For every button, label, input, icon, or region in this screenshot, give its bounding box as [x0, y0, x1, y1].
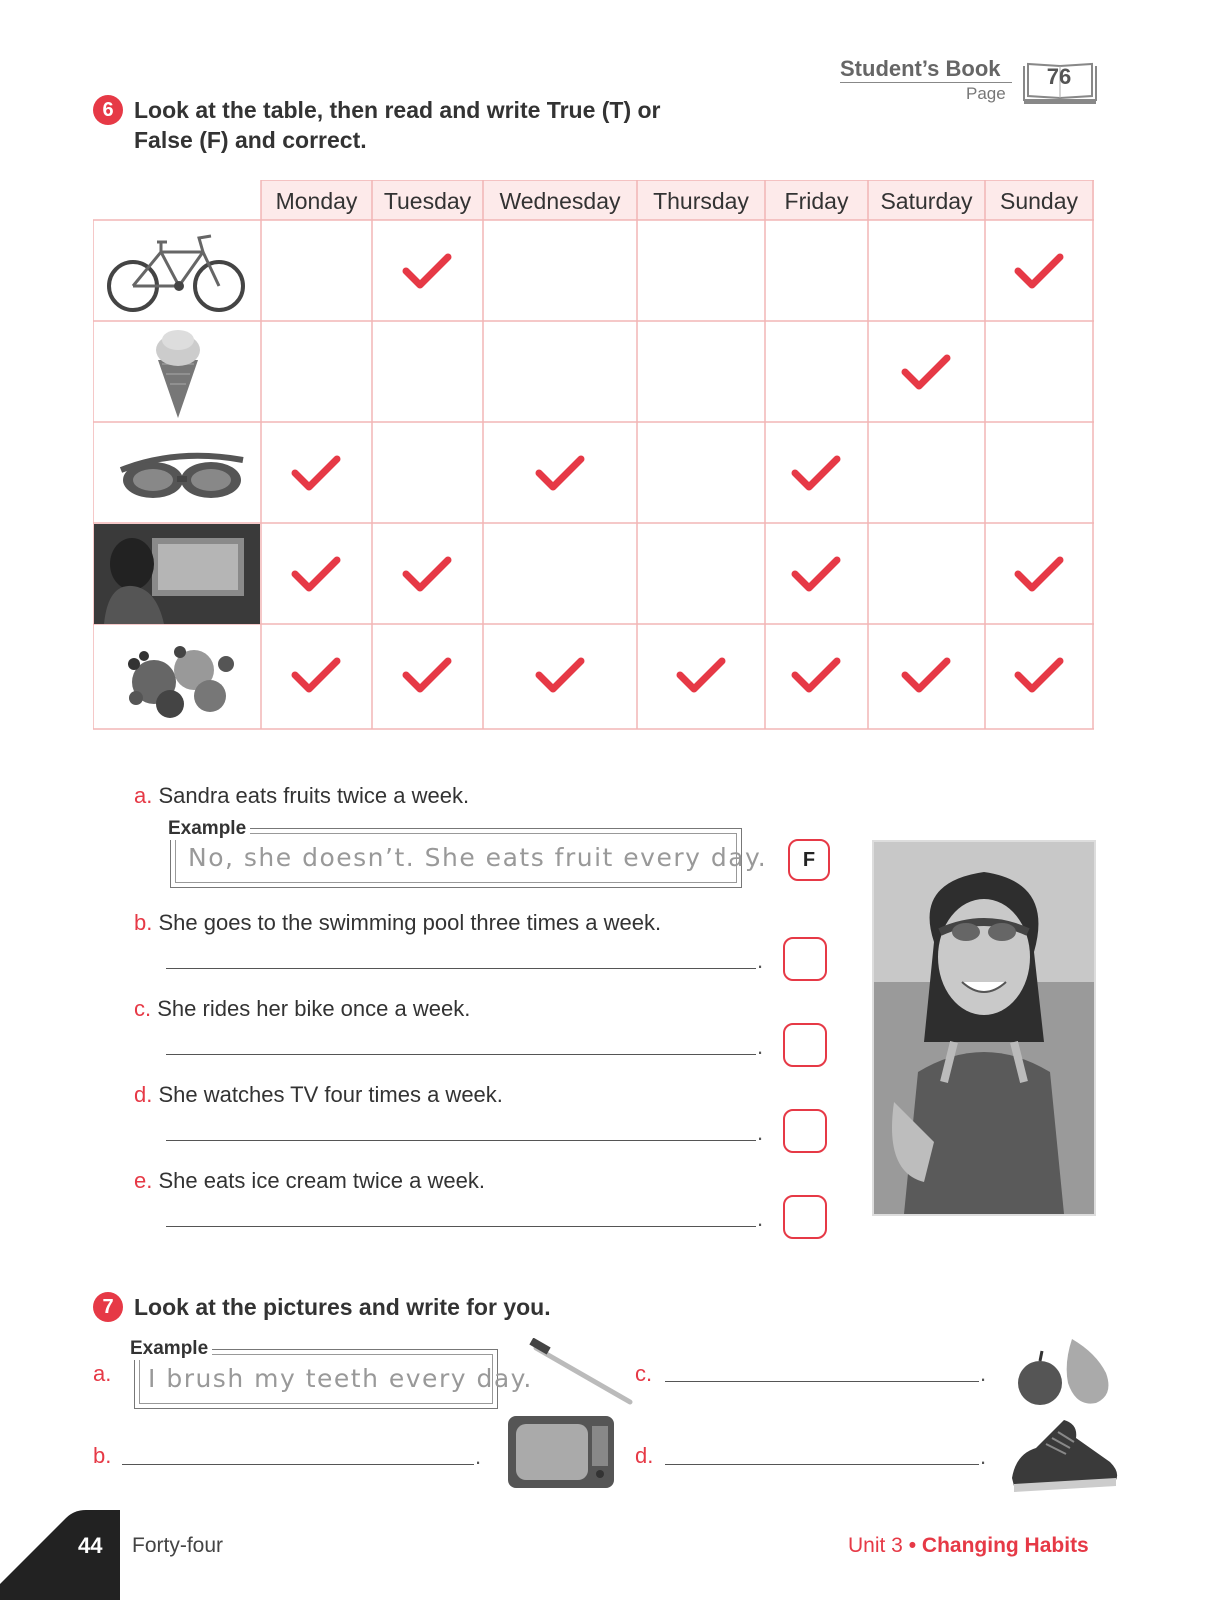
day-tuesday: Tuesday [383, 188, 472, 214]
question-e [134, 1168, 485, 1194]
check-bicycle-tuesday [400, 249, 454, 293]
students-book-page-number: 76 [1046, 64, 1072, 89]
check-fruits-friday [789, 653, 843, 697]
ice-cream-icon [150, 328, 206, 420]
exercise-7-number: 7 [93, 1292, 123, 1322]
check-fruits-tuesday [400, 653, 454, 697]
question-c-text: She rides her bike once a week. [157, 996, 471, 1021]
check-watching-tv-tuesday [400, 552, 454, 596]
question-b-letter: b. [134, 910, 153, 935]
fruits-icon [114, 634, 244, 724]
tf-box-c[interactable] [783, 1023, 827, 1067]
period-7b: . [475, 1444, 482, 1469]
exercise-7-title: Look at the pictures and write for you. [134, 1294, 551, 1320]
television-icon [506, 1414, 616, 1490]
day-sunday: Sunday [999, 188, 1078, 214]
header-rule [840, 82, 1012, 83]
question-a-letter: a. [134, 783, 153, 808]
check-fruits-monday [289, 653, 343, 697]
item-c-letter: c. [635, 1361, 653, 1386]
answer-line-7d[interactable] [665, 1464, 979, 1465]
period-b: . [757, 948, 764, 973]
exercise-6-title-line2: False (F) and correct. [134, 127, 367, 153]
check-swimming-goggles-friday [789, 451, 843, 495]
tf-answer-a: F [802, 849, 816, 871]
period-c: . [757, 1034, 764, 1059]
question-a [134, 783, 469, 809]
example-label-6: Example [168, 818, 250, 840]
check-fruits-thursday [674, 653, 728, 697]
exercise-6-number: 6 [93, 95, 123, 125]
day-friday: Friday [784, 188, 849, 214]
tf-box-b[interactable] [783, 937, 827, 981]
question-a-text: Sandra eats fruits twice a week. [158, 783, 470, 808]
check-swimming-goggles-monday [289, 451, 343, 495]
sneakers-icon [1006, 1414, 1122, 1494]
item-b-letter: b. [93, 1443, 112, 1468]
students-book-label: Student’s Book [840, 56, 1001, 81]
question-e-letter: e. [134, 1168, 153, 1193]
check-watching-tv-friday [789, 552, 843, 596]
answer-line-e[interactable] [166, 1226, 756, 1227]
check-fruits-wednesday [533, 653, 587, 697]
swimming-goggles-icon [117, 448, 247, 504]
question-b [134, 910, 661, 936]
answer-line-c[interactable] [166, 1054, 756, 1055]
answer-line-7c[interactable] [665, 1381, 979, 1382]
footer-page-word: Forty-four [132, 1534, 224, 1557]
question-d [134, 1082, 503, 1108]
example-answer-text-7: I brush my teeth every day. [148, 1364, 533, 1393]
answer-line-7b[interactable] [122, 1464, 474, 1465]
question-c [134, 996, 470, 1022]
question-c-letter: c. [134, 996, 152, 1021]
answer-line-b[interactable] [166, 968, 756, 969]
apple-pear-icon [1016, 1333, 1116, 1409]
check-fruits-sunday [1012, 653, 1066, 697]
check-watching-tv-sunday [1012, 552, 1066, 596]
period-7c: . [980, 1361, 987, 1386]
example-answer-text-6: No, she doesn’t. She eats fruit every day. [188, 843, 768, 872]
girl-swimmer-photo [872, 840, 1096, 1216]
unit-label: Unit 3 [848, 1534, 903, 1557]
unit-bullet: • [908, 1534, 917, 1557]
check-fruits-saturday [899, 653, 953, 697]
footer-page-number: 44 [78, 1533, 103, 1558]
day-monday: Monday [275, 188, 358, 214]
check-watching-tv-monday [289, 552, 343, 596]
bicycle-icon [103, 228, 251, 316]
footer-unit [848, 1534, 1089, 1558]
tf-box-a[interactable] [788, 839, 830, 881]
day-wednesday: Wednesday [499, 188, 621, 214]
tf-box-d[interactable] [783, 1109, 827, 1153]
item-d-letter: d. [635, 1443, 654, 1468]
example-label-7: Example [130, 1338, 212, 1360]
check-ice-cream-saturday [899, 350, 953, 394]
period-d: . [757, 1120, 764, 1145]
check-swimming-goggles-wednesday [533, 451, 587, 495]
unit-title: Changing Habits [921, 1534, 1089, 1557]
question-d-letter: d. [134, 1082, 153, 1107]
question-b-text: She goes to the swimming pool three times a week. [158, 910, 662, 935]
question-d-text: She watches TV four times a week. [158, 1082, 503, 1107]
period-7d: . [980, 1444, 987, 1469]
item-a-letter: a. [93, 1361, 112, 1386]
check-bicycle-sunday [1012, 249, 1066, 293]
day-saturday: Saturday [880, 188, 973, 214]
tf-box-e[interactable] [783, 1195, 827, 1239]
toothbrush-icon [526, 1338, 636, 1408]
day-thursday: Thursday [653, 188, 749, 214]
watching-tv-icon [94, 524, 260, 624]
exercise-6-title-line1: Look at the table, then read and write True (T) or [134, 97, 661, 123]
question-e-text: She eats ice cream twice a week. [158, 1168, 485, 1193]
period-e: . [757, 1206, 764, 1231]
page-label: Page [966, 84, 1006, 103]
answer-line-d[interactable] [166, 1140, 756, 1141]
